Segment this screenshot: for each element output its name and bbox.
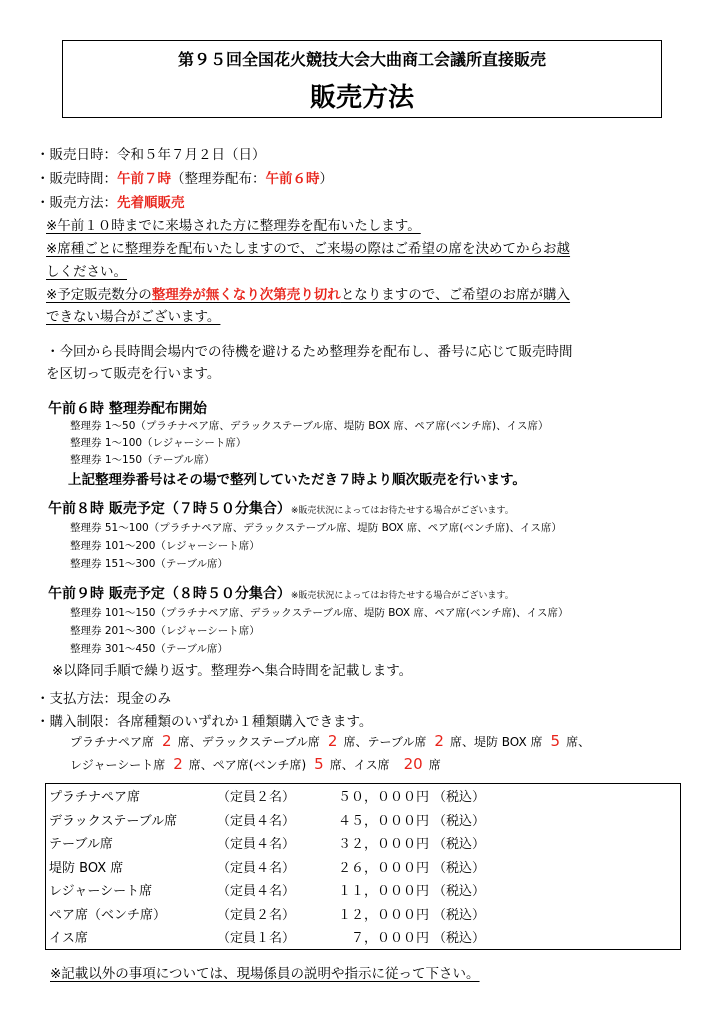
limit-seat-count: 2	[434, 732, 444, 750]
limit-seat-label: レジャーシート席	[70, 758, 166, 772]
seat-name: テーブル席	[49, 837, 113, 853]
schedule-3-item: 整理券 301～450（テーブル席）	[70, 643, 228, 655]
seat-name: 堤防 BOX 席	[49, 860, 124, 876]
schedule-2-item: 整理券 101～200（レジャーシート席）	[70, 540, 260, 552]
schedule-2-heading-row	[48, 498, 514, 518]
sale-time	[36, 167, 333, 187]
schedule-2-heading: 午前８時 販売予定（７時５０分集合）	[48, 501, 291, 517]
schedule-3-small-note: ※販売状況によってはお待たせする場合がございます。	[290, 591, 514, 601]
price-table	[45, 783, 681, 950]
limit-seat-count: 5	[550, 732, 561, 750]
intro-line1: ・今回から長時間会場内での待機を避けるため整理券を配布し、番号に応じて販売時間	[46, 344, 573, 360]
event-title: 第９５回全国花火競技大会大曲商工会議所直接販売	[177, 50, 546, 69]
seat-name: イス席	[49, 931, 88, 947]
seat-capacity: （定員２名）	[217, 907, 296, 923]
note-ticket-cutoff: ※午前１０時までに来場された方に整理券を配布いたします。	[46, 218, 421, 234]
limit-seat-unit: 席、	[177, 735, 202, 749]
schedule-1-item: 整理券 1～100（レジャーシート席）	[70, 437, 247, 449]
schedule-1-item: 整理券 1～50（プラチナペア席、デラックステーブル席、堤防 BOX 席、ペア席(ベンチ席)、イス席）	[70, 420, 549, 432]
price-row	[46, 902, 681, 926]
seat-price: ２６，０００円	[337, 860, 429, 876]
note-sellout-prefix: ※予定販売数分の	[46, 287, 152, 303]
seat-tax-label: （税込）	[433, 790, 486, 806]
purchase-limit-heading: ・購入制限：各席種類のいずれか１種類購入できます。	[36, 714, 373, 730]
footer-note: ※記載以外の事項については、現場係員の説明や指示に従って下さい。	[50, 966, 480, 982]
limit-seat-unit: 席、	[566, 735, 591, 749]
note-sellout-suffix: となりますので、ご希望のお席が購入	[340, 287, 571, 303]
seat-name: レジャーシート席	[49, 884, 153, 900]
price-row	[46, 808, 681, 832]
note-sellout-line1	[46, 283, 570, 303]
seat-name: ペア席（ベンチ席）	[49, 907, 167, 923]
page-title: 販売方法	[309, 83, 414, 113]
limit-seat-count: 20	[403, 755, 423, 773]
seat-tax-label: （税込）	[433, 813, 486, 829]
limit-seat-count: 5	[314, 755, 324, 773]
seat-price: ７，０００円	[350, 931, 429, 947]
price-row	[46, 831, 681, 855]
ticket-time-value: 午前６時	[265, 171, 320, 187]
schedule-3-heading-row	[48, 583, 514, 603]
price-row	[46, 855, 681, 879]
sale-time-label: ・販売時間：	[36, 171, 117, 187]
limit-seat-count: 2	[162, 732, 172, 750]
seat-capacity: （定員２名）	[217, 790, 296, 806]
limit-seat-count: 2	[173, 755, 183, 773]
schedule-2-item: 整理券 151～300（テーブル席）	[70, 558, 228, 570]
limit-seat-label: イス席	[353, 758, 390, 772]
purchase-limit-row-1	[70, 732, 590, 750]
intro-line2: を区切って販売を行います。	[46, 366, 221, 382]
sale-date: ・販売日時：令和５年７月２日（日）	[36, 147, 266, 163]
schedule-3-item: 整理券 101～150（プラチナペア席、デラックステーブル席、堤防 BOX 席、ペア席(ベンチ席)、イス席）	[70, 607, 569, 619]
seat-capacity: （定員４名）	[217, 813, 296, 829]
note-seat-choice-line1: ※席種ごとに整理券を配布いたしますので、ご来場の際はご希望の席を決めてからお越	[46, 241, 571, 257]
limit-seat-unit: 席、	[329, 758, 354, 772]
title-box	[62, 40, 662, 118]
schedule-1-note: 上記整理券番号はその場で整列していただき７時より順次販売を行います。	[68, 472, 526, 488]
seat-price: ４５，０００円	[337, 813, 429, 829]
price-table-body	[46, 784, 681, 950]
seat-name: プラチナペア席	[49, 790, 141, 806]
schedule-3-item: 整理券 201～300（レジャーシート席）	[70, 625, 260, 637]
limit-seat-label: テーブル席	[367, 735, 427, 749]
schedule-2-item: 整理券 51～100（プラチナペア席、デラックステーブル席、堤防 BOX 席、ペア席(ベンチ席)、イス席）	[70, 522, 562, 534]
seat-tax-label: （税込）	[433, 837, 486, 853]
schedule-3-heading: 午前９時 販売予定（８時５０分集合）	[48, 586, 291, 602]
note-seat-choice-line2: しください。	[46, 264, 127, 280]
schedule-2-small-note: ※販売状況によってはお待たせする場合がございます。	[290, 506, 514, 516]
repeat-note: ※以降同手順で繰り返す。整理券へ集合時間を記載します。	[52, 663, 413, 679]
note-sellout-line2: できない場合がございます。	[46, 309, 221, 325]
limit-seat-count: 2	[327, 732, 338, 750]
sale-method-label: ・販売方法：	[36, 195, 117, 211]
sale-method	[36, 191, 185, 211]
schedule-1-item: 整理券 1～150（テーブル席）	[70, 454, 215, 466]
seat-price: ５０，０００円	[337, 790, 429, 806]
sale-method-value: 先着順販売	[117, 195, 185, 211]
price-row	[46, 784, 681, 808]
payment-method: ・支払方法：現金のみ	[36, 691, 171, 707]
seat-tax-label: （税込）	[433, 907, 486, 923]
price-row	[46, 878, 681, 902]
limit-seat-unit: 席	[428, 758, 441, 772]
seat-capacity: （定員１名）	[217, 931, 296, 947]
limit-seat-unit: 席、	[449, 735, 474, 749]
note-sellout-highlight: 整理券が無くなり次第売り切れ	[151, 287, 341, 303]
limit-seat-label: デラックステーブル席	[201, 735, 320, 749]
seat-price: １２，０００円	[337, 907, 429, 923]
price-row	[46, 925, 681, 949]
limit-seat-label: プラチナペア席	[70, 735, 155, 749]
seat-price: １１，０００円	[337, 884, 429, 900]
seat-price: ３２，０００円	[337, 837, 429, 853]
seat-tax-label: （税込）	[433, 884, 486, 900]
seat-name: デラックステーブル席	[49, 813, 178, 829]
seat-tax-label: （税込）	[433, 860, 486, 876]
limit-seat-label: ペア席(ベンチ席)	[212, 758, 307, 772]
ticket-time-label: （整理券配布：	[171, 171, 266, 187]
seat-capacity: （定員４名）	[217, 884, 296, 900]
schedule-1-heading: 午前６時 整理券配布開始	[48, 401, 207, 417]
limit-seat-label: 堤防 BOX 席	[473, 735, 543, 749]
sale-time-close: ）	[319, 171, 333, 187]
sale-time-value: 午前７時	[117, 171, 171, 187]
seat-tax-label: （税込）	[433, 931, 486, 947]
seat-capacity: （定員４名）	[217, 860, 296, 876]
limit-seat-unit: 席、	[343, 735, 368, 749]
purchase-limit-row-2	[70, 755, 441, 773]
limit-seat-unit: 席、	[188, 758, 213, 772]
seat-capacity: （定員４名）	[217, 837, 296, 853]
